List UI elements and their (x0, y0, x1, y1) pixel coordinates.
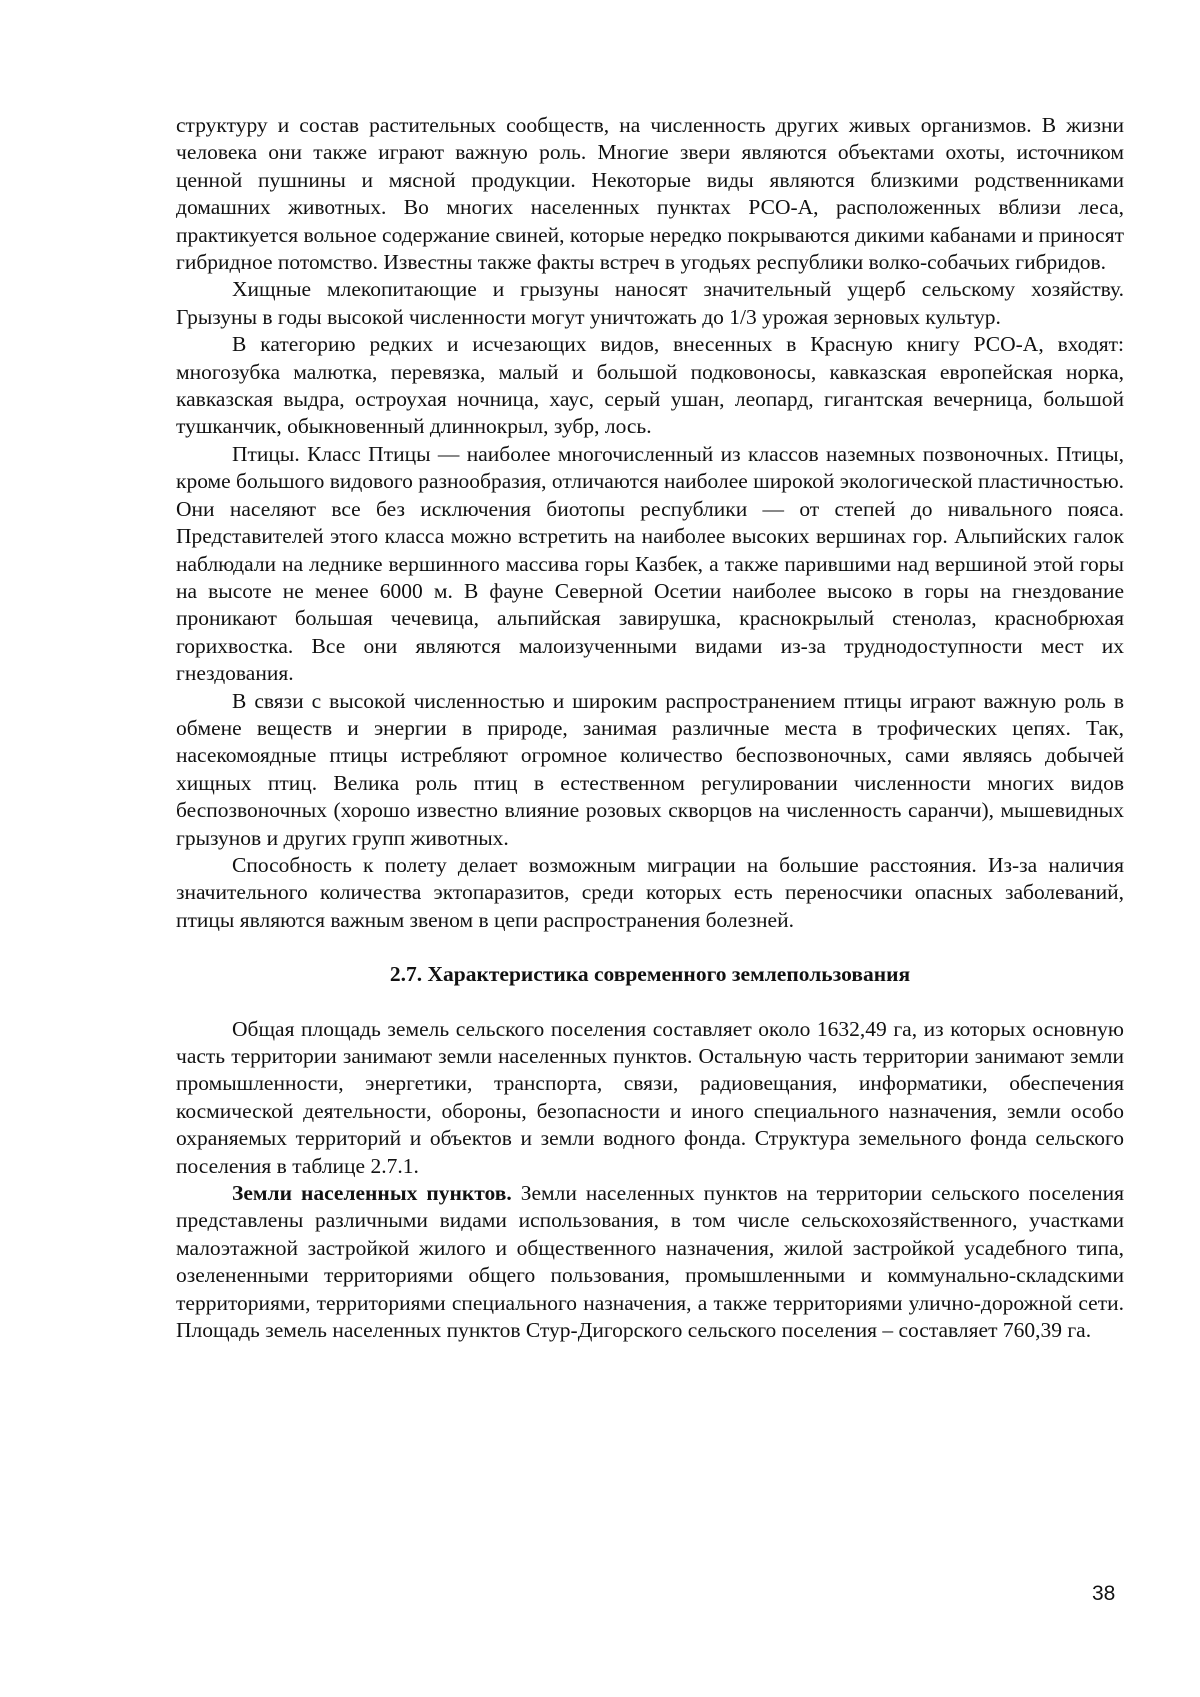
paragraph-settlement-lands (176, 1180, 1124, 1344)
page-number: 38 (1092, 1582, 1116, 1605)
paragraph-birds-migration: Способность к полету делает возможным миграции на большие расстояния. Из-за наличия значительного количества эктопаразитов, среди которых есть переносчики опасных заболеваний, птицы являются важным звеном в цепи распространения болезней. (176, 852, 1124, 932)
paragraph-red-book: В категорию редких и исчезающих видов, внесенных в Красную книгу РСО-А, входят: многозубка малютка, перевязка, малый и большой подковоносы, кавказская европейская норка, кавказская выдра, остроухая ночница, хаус, серый ушан, леопард, гигантская вечерница, большой тушканчик, обыкновенный длиннокрыл, зубр, лось. (176, 332, 1124, 439)
spacer (176, 989, 1124, 1016)
paragraph-birds: Птицы. Класс Птицы — наиболее многочисленный из классов наземных позвоночных. Птицы, кроме большого видового разнообразия, отличаются наиболее широкой экологической пластичностью. Они населяют все без исключения биотопы республики — от степей до нивального пояса. Представителей этого класса можно встретить на наиболее высоких вершинах гор. Альпийских галок наблюдали на леднике вершинного массива горы Казбек, а также парившими над вершиной этой горы на высоте не менее 6000 м. В фауне Северной Осетии наиболее высоко в горы на гнездование проникают большая чечевица, альпийская завирушка, краснокрылый стенолаз, краснобрюхая горихвостка. Все они являются малоизученными видами из-за труднодоступности мест их гнездования. (176, 441, 1125, 686)
spacer (176, 934, 1124, 961)
paragraph-lead-bold: Земли населенных пунктов. (232, 1181, 512, 1206)
paragraph-mammals-role: структуру и состав растительных сообществ, на численность других живых организмов. В жизни человека они также играют важную роль. Многие звери являются объектами охоты, источником ценной пушнины и мясной продукции. Некоторые виды являются близкими родственниками домашних животных. Во многих населенных пунктах РСО-А, расположенных вблизи леса, практикуется вольное содержание свиней, которые нередко покрываются дикими кабанами и приносят гибридное потомство. Известны также факты встреч в угодьях республики волко-собачьих гибридов. (176, 113, 1124, 275)
paragraph-birds-role: В связи с высокой численностью и широким распространением птицы играют важную роль в обмене веществ и энергии в природе, занимая различные места в трофических цепях. Так, насекомоядные птицы истребляют огромное количество беспозвоночных, сами являясь добычей хищных птиц. Велика роль птиц в естественном регулировании численности многих видов беспозвоночных (хорошо известно влияние розовых скворцов на численность саранчи), мышевидных грызунов и других групп животных. (176, 688, 1124, 850)
paragraph-body: Земли населенных пунктов на территории сельского поселения представлены различными видами использования, в том числе сельскохозяйственного, участками малоэтажной застройкой жилого и общественного назначения, жилой застройкой усадебного типа, озелененными территориями общего пользования, промышленными и коммунально-складскими территориями, территориями специального назначения, а также территориями улично-дорожной сети. Площадь земель населенных пунктов Стур-Дигорского сельского поселения – составляет 760,39 га. (176, 1181, 1124, 1343)
paragraph-predators-rodents: Хищные млекопитающие и грызуны наносят значительный ущерб сельскому хозяйству. Грызуны в годы высокой численности могут уничтожать до 1/3 урожая зерновых культур. (176, 277, 1124, 329)
section-heading: 2.7. Характеристика современного землепользования (389, 962, 911, 987)
paragraph-land-area: Общая площадь земель сельского поселения составляет около 1632,49 га, из которых основную часть территории занимают земли населенных пунктов. Остальную часть территории занимают земли промышленности, энергетики, транспорта, связи, радиовещания, информатики, обеспечения космической деятельности, обороны, безопасности и иного специального назначения, земли особо охраняемых территорий и объектов и земли водного фонда. Структура земельного фонда сельского поселения в таблице 2.7.1. (176, 1016, 1124, 1178)
document-page (176, 112, 1124, 1344)
